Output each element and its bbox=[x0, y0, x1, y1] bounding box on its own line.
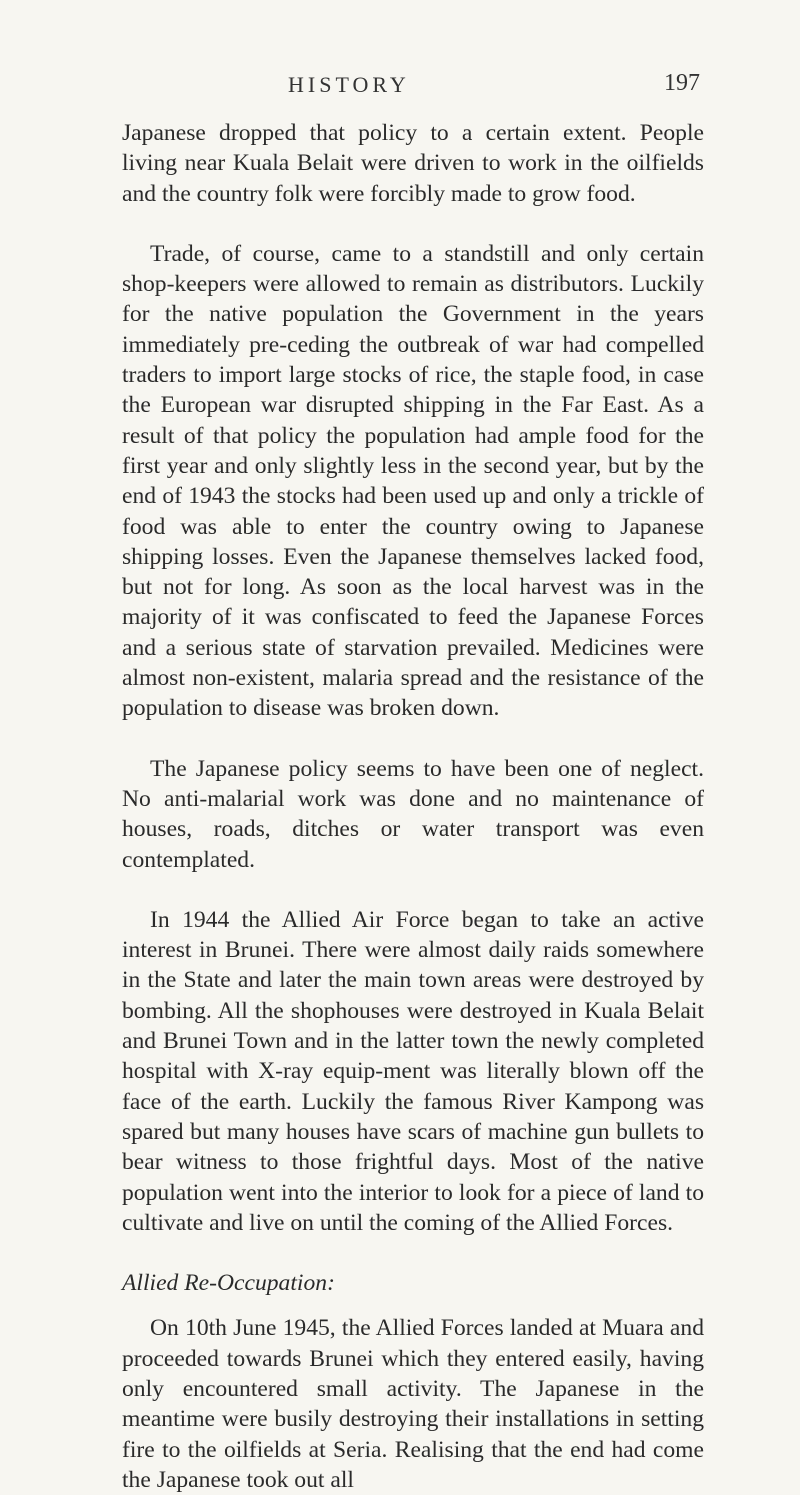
paragraph-1: Japanese dropped that policy to a certain extent. People living near Kuala Belait were driven to work in the oilfields and the country folk were forcibly made to grow food. bbox=[122, 120, 704, 207]
paragraph-4: In 1944 the Allied Air Force began to take an active interest in Brunei. There were almost daily raids somewhere in the State and later the main town areas were destroyed by bombing. All the shophouses were destroyed in Kuala Belait and Brunei Town and in the latter town the newly completed hospital with X-ray equip-ment was literally blown off the face of the earth. Luckily the famous River Kampong was spared but many houses have scars of machine gun bullets to bear witness to those frightful days. Most of the native population went into the interior to look for a piece of land to cultivate and live on until the coming of the Allied Forces. bbox=[122, 906, 704, 1236]
paragraph-2: Trade, of course, came to a standstill and only certain shop-keepers were allowed to remain as distributors. Luckily for the native population the Government in the years immediately pre-ceding the outbreak of war had compelled traders to import large stocks of rice, the staple food, in case the European war disrupted shipping in the Far East. As a result of that policy the population had ample food for the first year and only slightly less in the second year, but by the end of 1943 the stocks had been used up and only a trickle of food was able to enter the country owing to Japanese shipping losses. Even the Japanese themselves lacked food, but not for long. As soon as the local harvest was in the majority of it was confiscated to feed the Japanese Forces and a serious state of starvation prevailed. Medicines were almost non-existent, malaria spread and the resistance of the population to disease was broken down. bbox=[122, 240, 704, 722]
section-heading: Allied Re-Occupation: bbox=[122, 1270, 335, 1297]
page-number: 197 bbox=[664, 70, 700, 96]
paragraph-3: The Japanese policy seems to have been one of neglect. No anti-malarial work was done and no maintenance of houses, roads, ditches or water transport was even contemplated. bbox=[122, 755, 704, 873]
running-head: HISTORY bbox=[288, 72, 410, 97]
body-text bbox=[122, 118, 704, 1495]
paragraph-5: On 10th June 1945, the Allied Forces landed at Muara and proceeded towards Brunei which they entered easily, having only encountered small activity. The Japanese in the meantime were busily destroying their installations in setting fire to the oilfields at Seria. Realising that the end had come the Japanese took out all bbox=[122, 1315, 704, 1493]
